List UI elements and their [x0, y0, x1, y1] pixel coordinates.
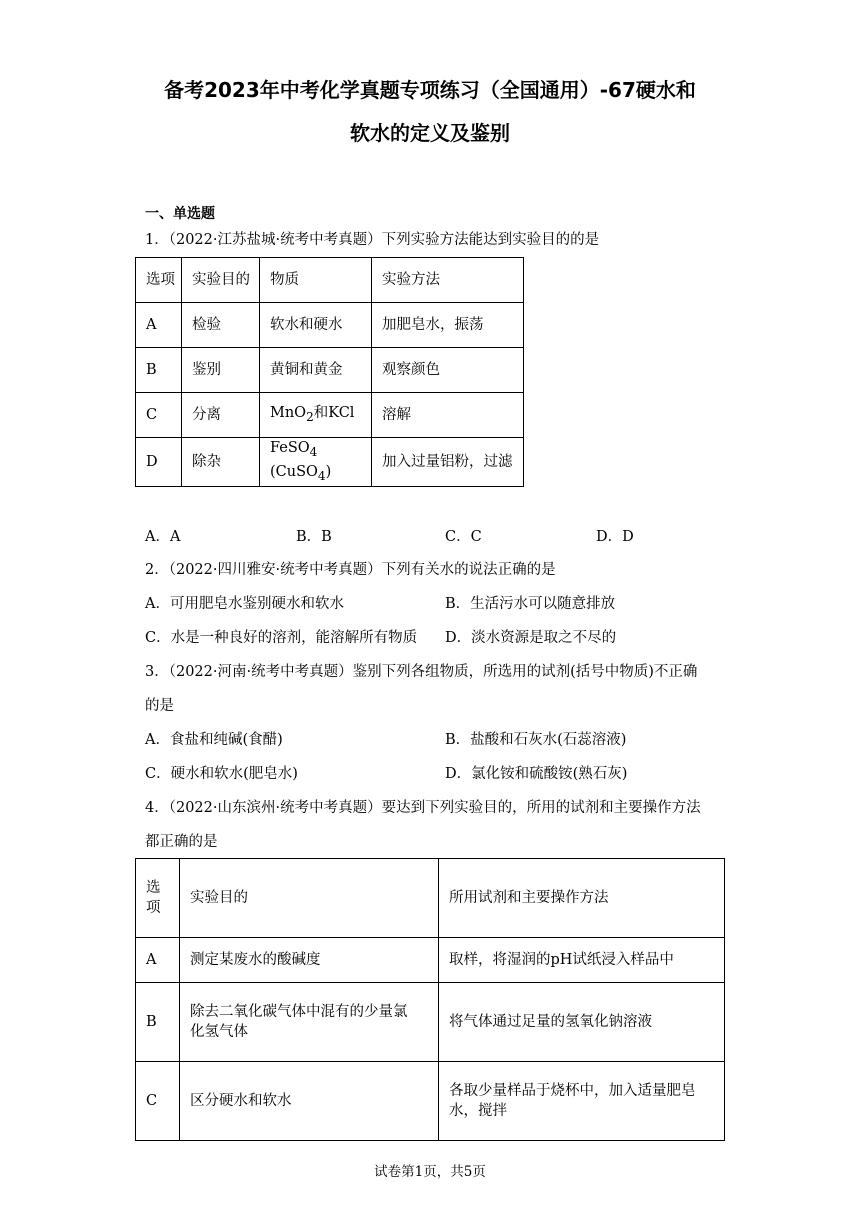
cell-text-line: 除去二氧化碳气体中混有的少量氯 — [190, 1004, 408, 1020]
header-cell: 实验方法 — [372, 258, 524, 303]
header-text-part: 选 — [146, 880, 161, 896]
substance-cell: 软水和硬水 — [260, 303, 372, 348]
question-4-stem-line1: 4．（2022·山东滨州·统考中考真题）要达到下列实验目的，所用的试剂和主要操作方法 — [145, 800, 701, 816]
header-cell: 所用试剂和主要操作方法 — [439, 859, 725, 938]
header-cell: 实验目的 — [182, 258, 260, 303]
formula-part: (CuSO — [270, 463, 318, 480]
method-cell: 将气体通过足量的氢氧化钠溶液 — [439, 983, 725, 1062]
question-3-option-c: C．硬水和软水(肥皂水) — [145, 766, 298, 782]
table-row — [136, 1062, 725, 1141]
method-cell: 取样，将湿润的pH试纸浸入样品中 — [439, 938, 725, 983]
purpose-cell — [180, 983, 439, 1062]
question-3-stem-line2: 的是 — [145, 698, 174, 714]
option-cell: A — [136, 938, 180, 983]
table-row — [136, 438, 524, 487]
table-header-row — [136, 859, 725, 938]
header-cell: 实验目的 — [180, 859, 439, 938]
table-row — [136, 983, 725, 1062]
option-cell: A — [136, 303, 182, 348]
method-cell: 加肥皂水，振荡 — [372, 303, 524, 348]
question-2-option-b: B．生活污水可以随意排放 — [445, 596, 616, 612]
header-cell — [136, 859, 180, 938]
table-row — [136, 393, 524, 438]
option-cell: B — [136, 983, 180, 1062]
method-cell: 加入过量铝粉，过滤 — [372, 438, 524, 487]
question-1-option-a: A．A — [145, 529, 181, 545]
substance-cell — [260, 438, 372, 487]
method-cell: 溶解 — [372, 393, 524, 438]
question-4-stem-line2: 都正确的是 — [145, 834, 218, 850]
question-1-option-d: D．D — [596, 529, 634, 545]
question-3-option-d: D．氯化铵和硫酸铵(熟石灰) — [445, 766, 628, 782]
option-cell: C — [136, 393, 182, 438]
formula-part: MnO — [270, 405, 307, 422]
question-3-stem-line1: 3．（2022·河南·统考中考真题）鉴别下列各组物质，所选用的试剂(括号中物质)不正确 — [145, 664, 698, 680]
cell-text-line: 各取少量样品于烧杯中，加入适量肥皂 — [449, 1083, 696, 1099]
formula-subscript: 4 — [317, 468, 326, 483]
option-cell: B — [136, 348, 182, 393]
method-cell — [439, 1062, 725, 1141]
option-cell: D — [136, 438, 182, 487]
question-2-option-c: C．水是一种良好的溶剂，能溶解所有物质 — [145, 630, 418, 646]
substance-cell — [260, 393, 372, 438]
table-row — [136, 348, 524, 393]
header-cell: 选项 — [136, 258, 182, 303]
question-4-table — [135, 858, 725, 1141]
cell-text-line: 水，搅拌 — [449, 1103, 507, 1119]
method-cell: 观察颜色 — [372, 348, 524, 393]
formula-part: ) — [325, 463, 332, 480]
question-1-table — [135, 257, 524, 487]
question-2-option-a: A．可用肥皂水鉴别硬水和软水 — [145, 596, 344, 612]
table-row — [136, 303, 524, 348]
question-2-option-d: D．淡水资源是取之不尽的 — [445, 630, 617, 646]
page-title-line2: 软水的定义及鉴别 — [350, 121, 510, 145]
formula-part: 和KCl — [313, 405, 355, 422]
substance-cell: 黄铜和黄金 — [260, 348, 372, 393]
table-header-row — [136, 258, 524, 303]
page-footer: 试卷第1页，共5页 — [374, 1164, 486, 1180]
question-1-option-b: B．B — [296, 529, 332, 545]
cell-text-line: 化氢气体 — [190, 1024, 248, 1040]
question-2-stem: 2．（2022·四川雅安·统考中考真题）下列有关水的说法正确的是 — [145, 562, 556, 578]
table-row — [136, 938, 725, 983]
question-1-stem: 1．（2022·江苏盐城·统考中考真题）下列实验方法能达到实验目的的是 — [145, 232, 600, 248]
question-1-option-c: C．C — [445, 529, 482, 545]
formula-subscript: 2 — [306, 409, 314, 424]
formula-part: FeSO — [270, 440, 310, 456]
question-3-option-a: A．食盐和纯碱(食醋) — [145, 732, 283, 748]
purpose-cell: 区分硬水和软水 — [180, 1062, 439, 1141]
purpose-cell: 除杂 — [182, 438, 260, 487]
header-text-part: 项 — [146, 900, 161, 916]
page-title-line1: 备考2023年中考化学真题专项练习（全国通用）-67硬水和 — [164, 78, 696, 102]
purpose-cell: 分离 — [182, 393, 260, 438]
purpose-cell: 鉴别 — [182, 348, 260, 393]
option-cell: C — [136, 1062, 180, 1141]
question-3-option-b: B．盐酸和石灰水(石蕊溶液) — [445, 732, 627, 748]
section-heading: 一、单选题 — [145, 206, 215, 222]
header-cell: 物质 — [260, 258, 372, 303]
purpose-cell: 测定某废水的酸碱度 — [180, 938, 439, 983]
formula-subscript: 4 — [309, 444, 318, 459]
purpose-cell: 检验 — [182, 303, 260, 348]
